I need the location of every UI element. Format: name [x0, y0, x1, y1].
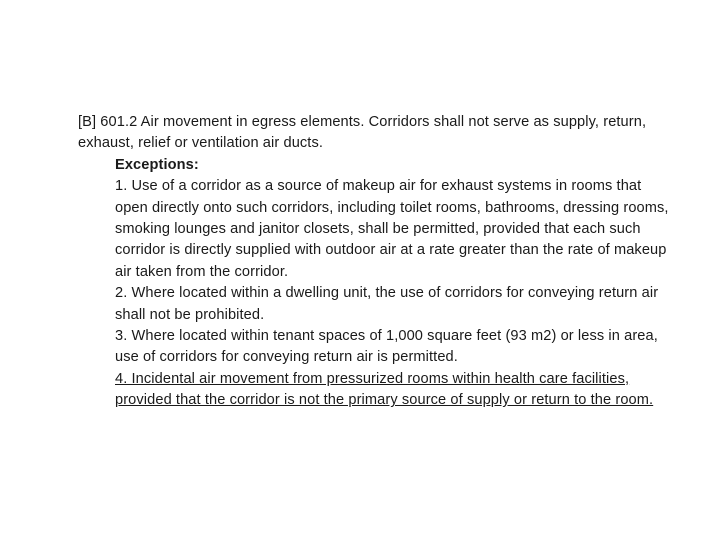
exceptions-heading: Exceptions: [115, 156, 199, 173]
exception-item-4: 4. Incidental air movement from pressurized rooms within health care facilities, provided that the corridor is not the primary source of supply or return to the room. [115, 370, 654, 409]
exception-item-3: 3. Where located within tenant spaces of 1,000 square feet (93 m2) or less in area, use of corridors for conveying return air is permitted. [115, 328, 658, 366]
section-paragraph: [B] 601.2 Air movement in egress elements. Corridors shall not serve as supply, return, exhaust, relief or ventilation air ducts. [78, 114, 647, 152]
exception-item-2: 2. Where located within a dwelling unit, the use of corridors for conveying return air shall not be prohibited. [115, 285, 659, 323]
exceptions-block [115, 155, 678, 412]
code-text-block [78, 112, 678, 412]
exception-item-1: 1. Use of a corridor as a source of makeup air for exhaust systems in rooms that open directly onto such corridors, including toilet rooms, bathrooms, dressing rooms, smoking lounges and janitor closets, shall be permitted, provided that each such corridor is directly supplied with outdoor air at a rate greater than the rate of makeup air taken from the corridor. [115, 178, 669, 280]
